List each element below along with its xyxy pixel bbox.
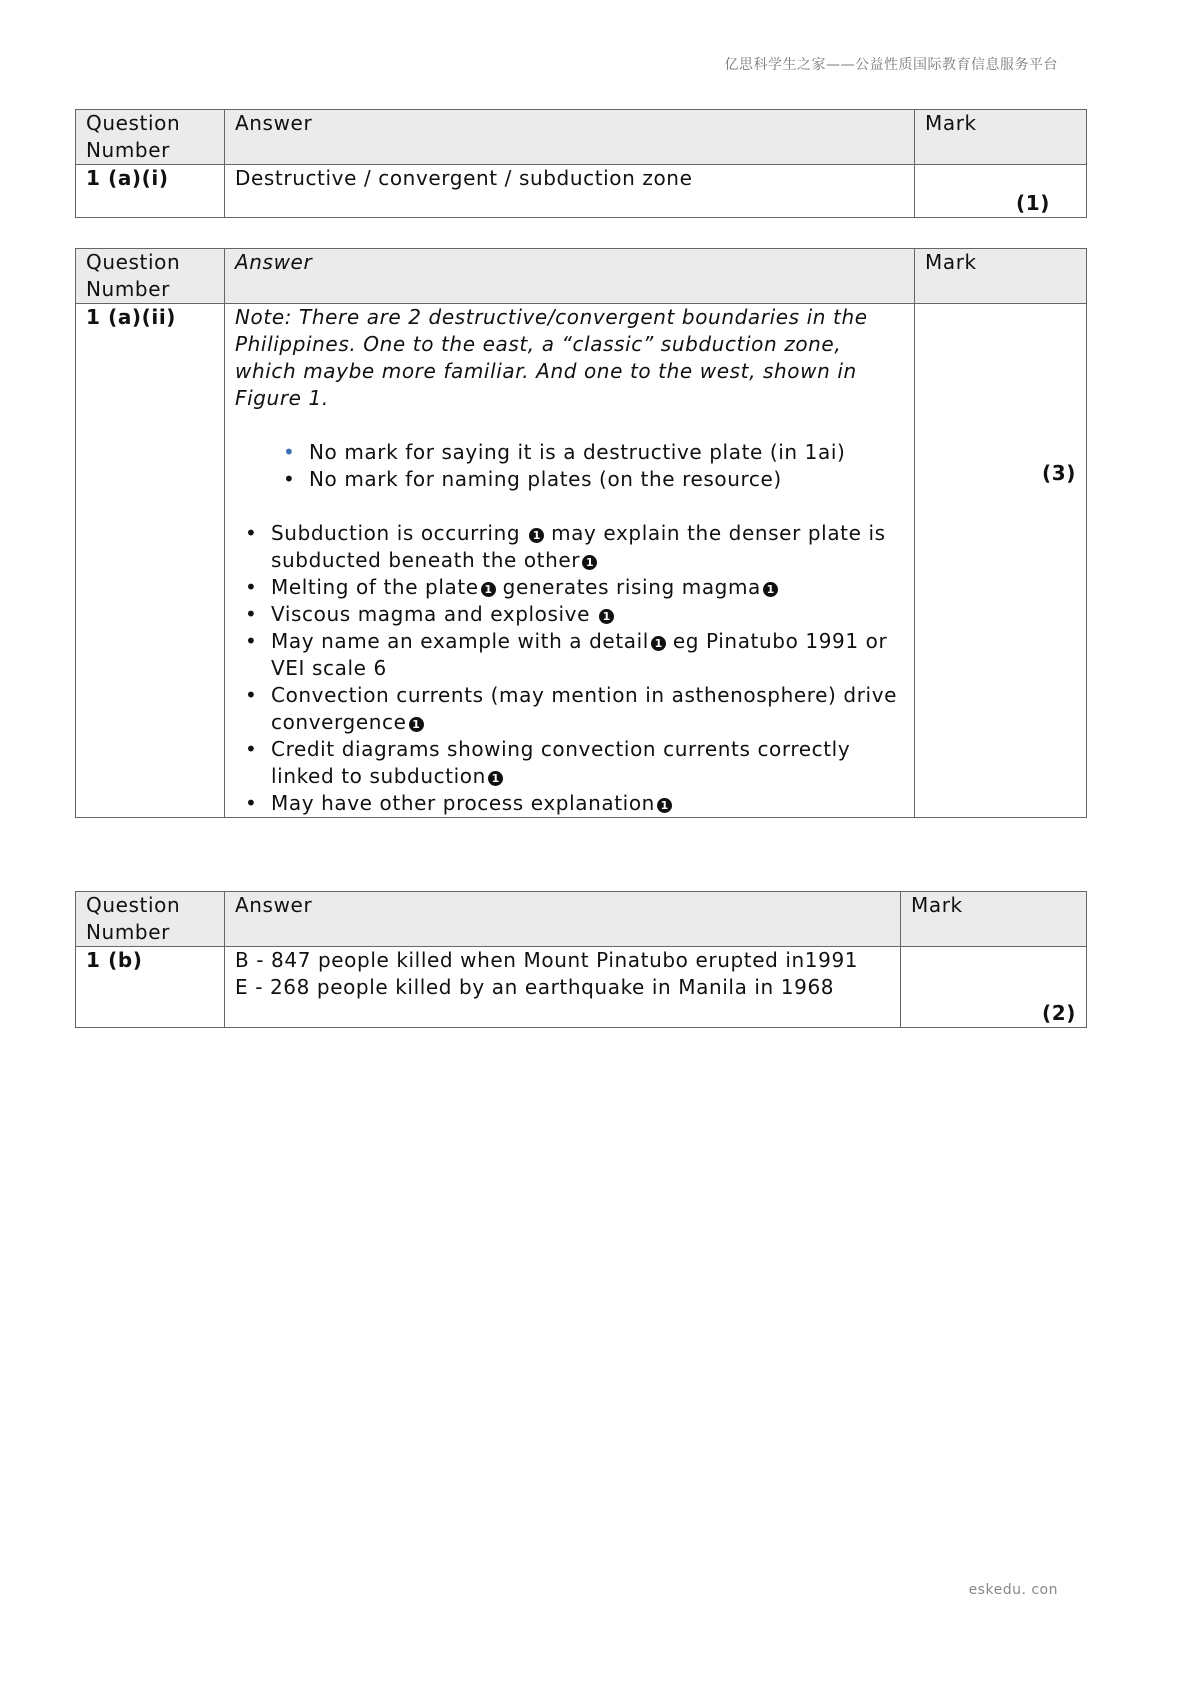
page-header: 亿思科学生之家——公益性质国际教育信息服务平台 xyxy=(724,57,1058,73)
mark-scheme-table-1a-i xyxy=(75,109,1087,218)
examiner-note: Note: There are 2 destructive/convergent boundaries in the Philippines. One to the east, a “classic” subduction zone, which maybe more familiar. And one to the west, shown in Figure 1. xyxy=(235,305,868,410)
list-item: • May have other process explanation 1 xyxy=(271,790,904,817)
mark-point-icon: 1 xyxy=(657,798,672,813)
mark-value: (1) xyxy=(915,165,1087,218)
list-item: • Subduction is occurring 1 may explain the denser plate is subducted beneath the other 1 xyxy=(271,520,904,574)
list-item: • Melting of the plate 1 generates rising magma 1 xyxy=(271,574,904,601)
question-number-header: Question Number xyxy=(76,110,225,165)
mark-header: Mark xyxy=(901,892,1087,947)
table-header-row xyxy=(76,110,1087,165)
table-row xyxy=(76,947,1087,1028)
mark-point-icon: 1 xyxy=(599,609,614,624)
answer-header: Answer xyxy=(225,110,915,165)
mark-point-icon: 1 xyxy=(409,717,424,732)
question-number: 1 (a)(i) xyxy=(76,165,225,218)
mark-point-icon: 1 xyxy=(529,528,544,543)
answer-header: Answer xyxy=(225,892,901,947)
mark-header: Mark xyxy=(915,249,1087,304)
question-number: 1 (a)(ii) xyxy=(76,304,225,818)
table-row xyxy=(76,165,1087,218)
question-number: 1 (b) xyxy=(76,947,225,1028)
list-item: • No mark for saying it is a destructive plate (in 1ai) xyxy=(309,439,904,466)
question-number-header: Question Number xyxy=(76,249,225,304)
no-mark-list xyxy=(235,439,904,493)
list-item: • Viscous magma and explosive 1 xyxy=(271,601,904,628)
answer-cell xyxy=(225,947,901,1028)
mark-point-icon: 1 xyxy=(488,771,503,786)
table-header-row xyxy=(76,892,1087,947)
list-item: • Convection currents (may mention in asthenosphere) drive convergence 1 xyxy=(271,682,904,736)
question-number-header: Question Number xyxy=(76,892,225,947)
mark-point-icon: 1 xyxy=(763,582,778,597)
answer-line: E - 268 people killed by an earthquake in Manila in 1968 xyxy=(235,975,835,999)
marking-points-list xyxy=(235,520,904,817)
mark-value: (2) xyxy=(901,947,1087,1028)
mark-point-icon: 1 xyxy=(651,636,666,651)
table-header-row xyxy=(76,249,1087,304)
answer-cell xyxy=(225,304,915,818)
mark-value: (3) xyxy=(915,304,1087,818)
page-footer: eskedu. con xyxy=(968,1582,1058,1598)
mark-header: Mark xyxy=(915,110,1087,165)
mark-scheme-table-1b xyxy=(75,891,1087,1028)
list-item: • May name an example with a detail 1 eg Pinatubo 1991 or VEI scale 6 xyxy=(271,628,904,682)
mark-point-icon: 1 xyxy=(481,582,496,597)
list-item: • No mark for naming plates (on the resource) xyxy=(309,466,904,493)
list-item: • Credit diagrams showing convection currents correctly linked to subduction 1 xyxy=(271,736,904,790)
answer-header: Answer xyxy=(225,249,915,304)
mark-point-icon: 1 xyxy=(582,555,597,570)
answer-text: Destructive / convergent / subduction zone xyxy=(225,165,915,218)
mark-scheme-table-1a-ii xyxy=(75,248,1087,818)
table-row xyxy=(76,304,1087,818)
answer-line: B - 847 people killed when Mount Pinatubo erupted in1991 xyxy=(235,948,859,972)
